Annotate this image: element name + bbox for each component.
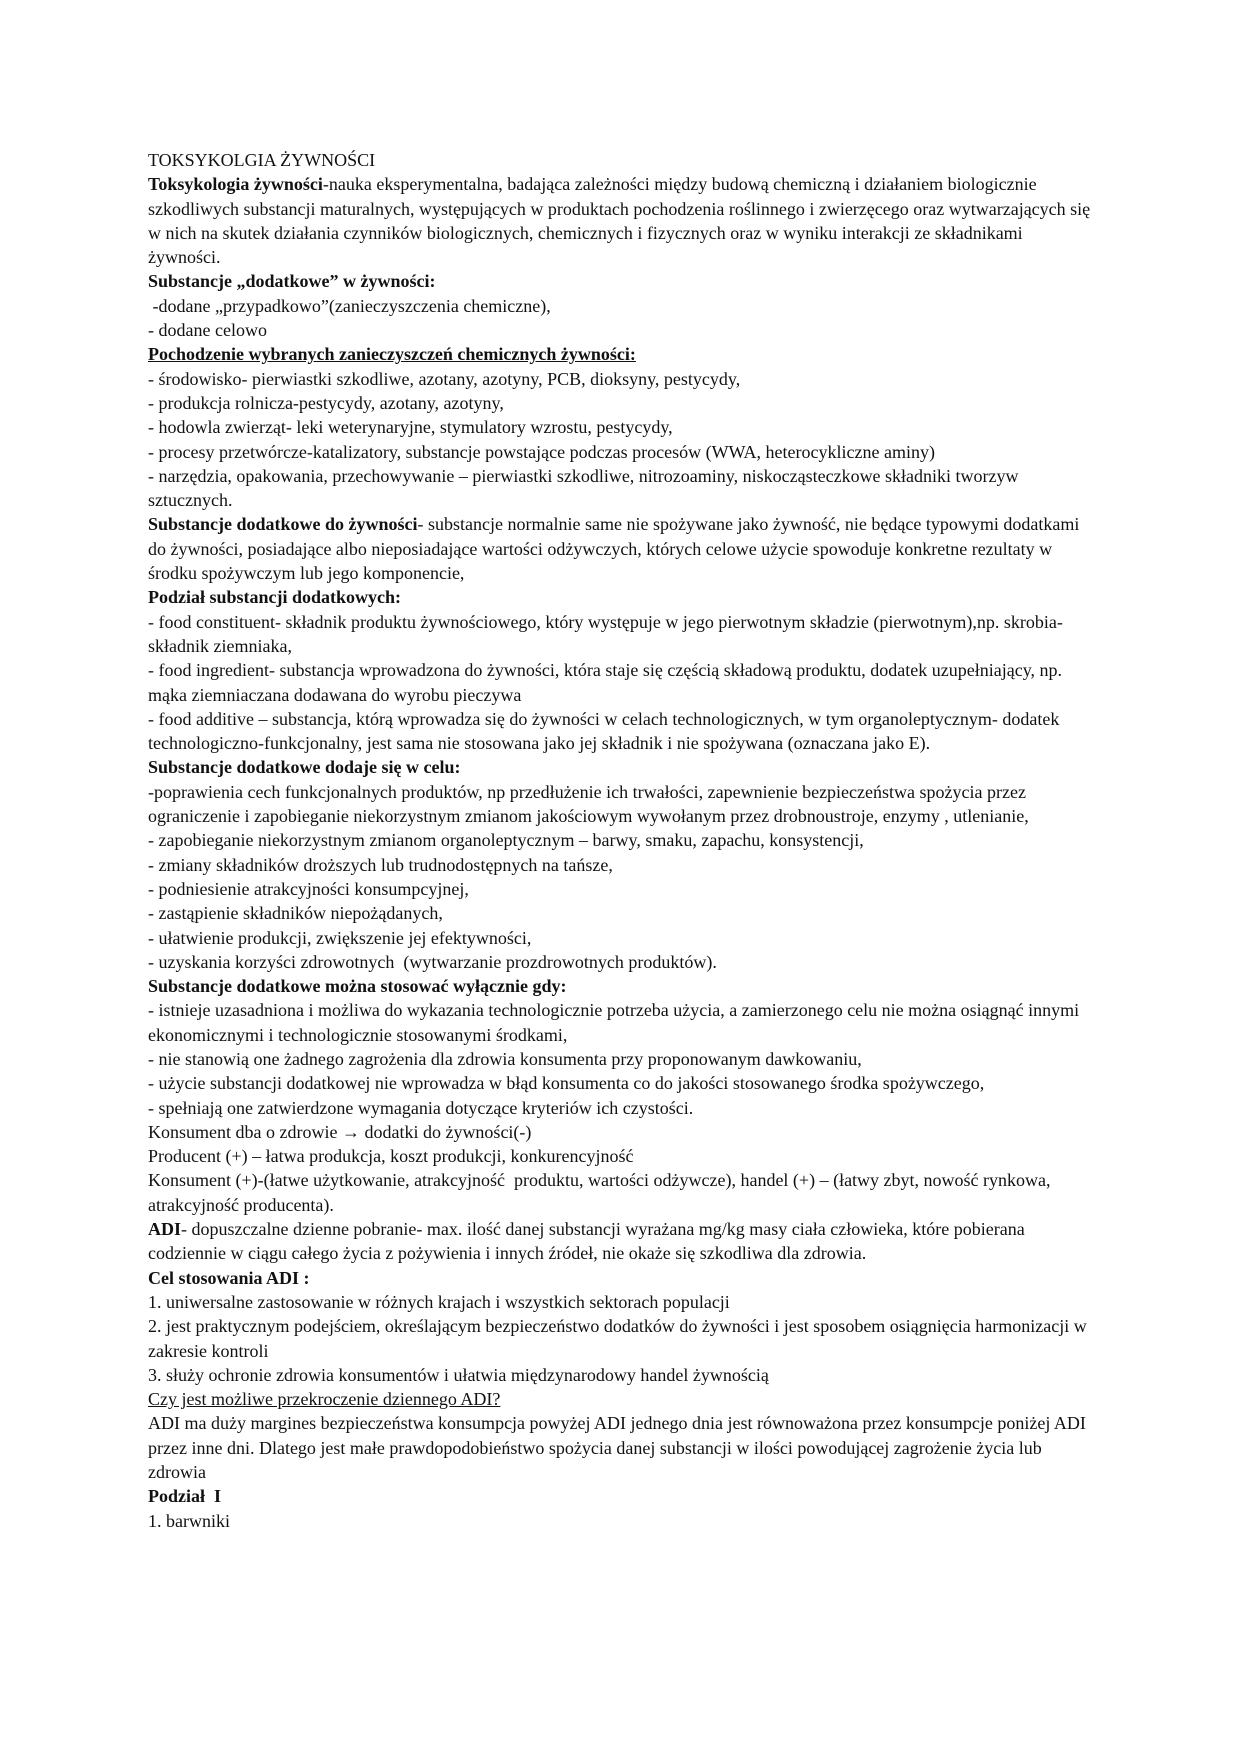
document-page <box>148 148 1092 1533</box>
section-heading: Substancje „dodatkowe” w żywności: <box>148 271 436 292</box>
section-heading: Substancje dodatkowe można stosować wyłącznie gdy: <box>148 976 567 997</box>
definition-text: - substancje normalnie same nie spożywane jako żywność, nie będące typowymi dodatkami do żywności, posiadające albo nieposiadające wartości odżywczych, których celowe użycie spowoduje konkretne rezultaty w środku spożywczym lub jego komponencie, <box>148 514 1080 584</box>
section-heading: Podział I <box>148 1486 222 1507</box>
section-heading: Podział substancji dodatkowych: <box>148 587 402 608</box>
list-item: - uzyskania korzyści zdrowotnych (wytwarzanie prozdrowotnych produktów). <box>148 951 717 972</box>
list-item: - zmiany składników droższych lub trudnodostępnych na tańsze, <box>148 854 613 875</box>
list-item: 2. jest praktycznym podejściem, określającym bezpieczeństwo dodatków do żywności i jest sposobem osiągnięcia harmonizacji w zakresie kontroli <box>148 1316 1087 1361</box>
section-heading: Pochodzenie wybranych zanieczyszczeń chemicznych żywności: <box>148 344 636 365</box>
list-item: -dodane „przypadkowo”(zanieczyszczenia chemiczne), <box>148 295 551 316</box>
section-heading: Substancje dodatkowe dodaje się w celu: <box>148 757 461 778</box>
list-item: - zastąpienie składników niepożądanych, <box>148 903 443 924</box>
adi-definition: - dopuszczalne dzienne pobranie- max. ilość danej substancji wyrażana mg/kg masy ciała człowieka, które pobierana codziennie w ciągu całego życia z pożywienia i innych źródeł, nie okaże się szkodliwa dla zdrowia. <box>148 1219 1025 1264</box>
list-item: - produkcja rolnicza-pestycydy, azotany, azotyny, <box>148 392 504 413</box>
list-item: - procesy przetwórcze-katalizatory, substancje powstające podczas procesów (WWA, heterocykliczne aminy) <box>148 441 935 462</box>
list-item: - środowisko- pierwiastki szkodliwe, azotany, azotyny, PCB, dioksyny, pestycydy, <box>148 368 741 389</box>
section-heading: Cel stosowania ADI : <box>148 1267 310 1288</box>
list-item: - food additive – substancja, którą wprowadza się do żywności w celach technologicznych, w tym organoleptycznym- dodatek technologiczno-funkcjonalny, jest sama nie stosowana jako jej składnik i nie spożywana (oznaczana jako E). <box>148 708 1060 754</box>
text-line: Konsument dba o zdrowie → dodatki do żywności(-) <box>148 1121 532 1142</box>
list-item: -poprawienia cech funkcjonalnych produktów, np przedłużenie ich trwałości, zapewnienie bezpieczeństwa spożycia przez ograniczenie i zapobieganie niekorzystnym zmianom jakościowym wywołanym przez drobnoustroje, enzymy , utlenianie, <box>148 781 1029 827</box>
list-item: - ułatwienie produkcji, zwiększenie jej efektywności, <box>148 927 532 948</box>
list-item: 1. uniwersalne zastosowanie w różnych krajach i wszystkich sektorach populacji <box>148 1291 730 1312</box>
definition-term: Substancje dodatkowe do żywności <box>148 514 418 535</box>
list-item: 1. barwniki <box>148 1510 230 1531</box>
text-line: Producent (+) – łatwa produkcja, koszt produkcji, konkurencyjność <box>148 1146 634 1167</box>
list-item: - narzędzia, opakowania, przechowywanie – pierwiastki szkodliwe, nitrozoaminy, niskocząsteczkowe składniki tworzyw sztucznych. <box>148 465 1019 511</box>
intro-definition: -nauka eksperymentalna, badająca zależności między budową chemiczną i działaniem biologicznie szkodliwych substancji maturalnych, występujących w produktach pochodzenia roślinnego i zwierzęcego oraz wytwarzających się w nich na skutek działania czynników biologicznych, chemicznych i fizycznych oraz w wyniku interakcji ze składnikami żywności. <box>148 174 1091 268</box>
page-title: TOKSYKOLGIA ŻYWNOŚCI <box>148 150 376 170</box>
list-item: - podniesienie atrakcyjności konsumpcyjnej, <box>148 878 469 899</box>
list-item: - dodane celowo <box>148 320 267 341</box>
list-item: - food ingredient- substancja wprowadzona do żywności, która staje się częścią składową produktu, dodatek uzupełniający, np. mąka ziemniaczana dodawana do wyrobu pieczywa <box>148 660 1063 705</box>
intro-term: Toksykologia żywności <box>148 174 323 195</box>
adi-term: ADI <box>148 1219 182 1240</box>
answer-paragraph: ADI ma duży margines bezpieczeństwa konsumpcja powyżej ADI jednego dnia jest równoważona przez konsumpcje poniżej ADI przez inne dni. Dlatego jest małe prawdopodobieństwo spożycia danej substancji w ilości powodującej zagrożenie życia lub zdrowia <box>148 1413 1086 1483</box>
list-item: - zapobieganie niekorzystnym zmianom organoleptycznym – barwy, smaku, zapachu, konsystencji, <box>148 830 864 851</box>
definition-paragraph <box>148 512 1092 585</box>
list-item: 3. służy ochronie zdrowia konsumentów i ułatwia międzynarodowy handel żywnością <box>148 1364 769 1385</box>
text-line: Konsument (+)-(łatwe użytkowanie, atrakcyjność produktu, wartości odżywcze), handel (+) – (łatwy zbyt, nowość rynkowa, atrakcyjność producenta). <box>148 1170 1056 1215</box>
list-item: - użycie substancji dodatkowej nie wprowadza w błąd konsumenta co do jakości stosowanego środka spożywczego, <box>148 1073 985 1094</box>
question-heading: Czy jest możliwe przekroczenie dziennego ADI? <box>148 1389 501 1410</box>
list-item: - hodowla zwierząt- leki weterynaryjne, stymulatory wzrostu, pestycydy, <box>148 417 673 438</box>
intro-paragraph <box>148 172 1092 269</box>
list-item: - food constituent- składnik produktu żywnościowego, który występuje w jego pierwotnym składzie (pierwotnym),np. skrobia- składnik ziemniaka, <box>148 611 1063 656</box>
adi-paragraph <box>148 1217 1092 1266</box>
list-item: - spełniają one zatwierdzone wymagania dotyczące kryteriów ich czystości. <box>148 1097 694 1118</box>
list-item: - istnieje uzasadniona i możliwa do wykazania technologicznie potrzeba użycia, a zamierzonego celu nie można osiągnąć innymi ekonomicznymi i technologicznie stosowanymi środkami, <box>148 1000 1080 1045</box>
list-item: - nie stanowią one żadnego zagrożenia dla zdrowia konsumenta przy proponowanym dawkowaniu, <box>148 1048 862 1069</box>
